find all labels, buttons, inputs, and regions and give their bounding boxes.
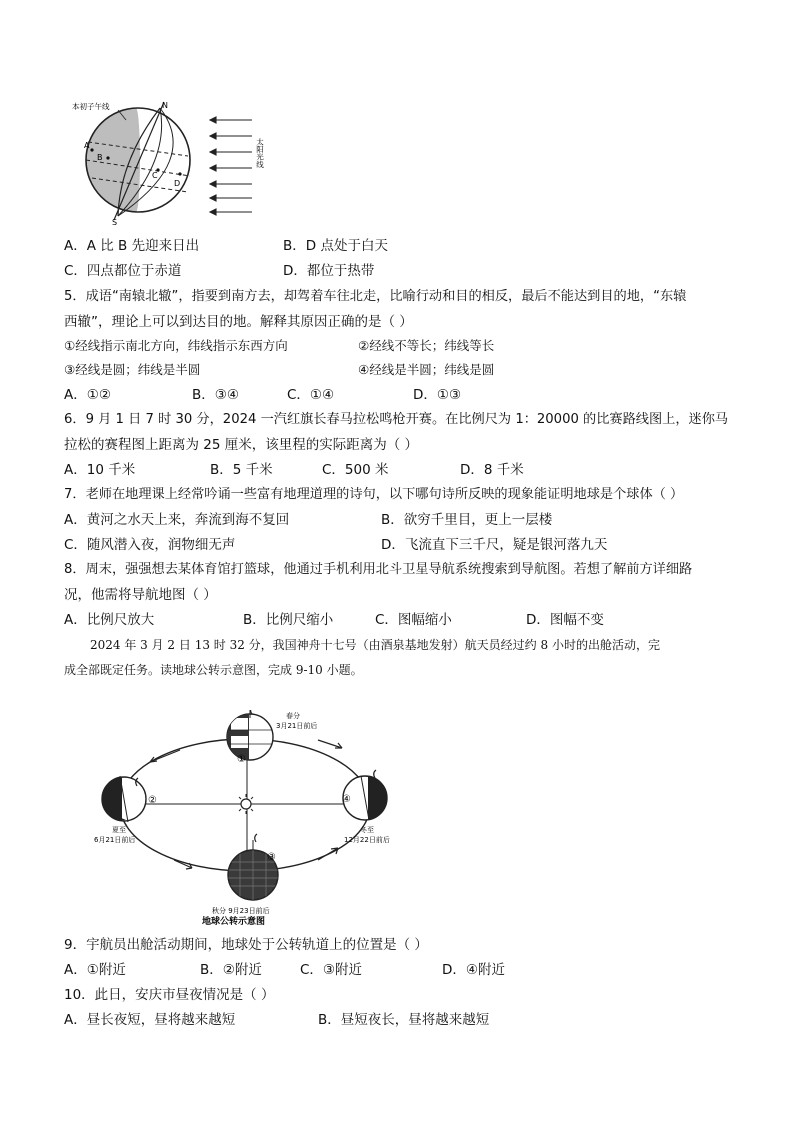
- intro-line1: 2024 年 3 月 2 日 13 时 32 分，我国神舟十七号（由酒泉基地发射）航天员经过约 8 小时的出舱活动，完: [90, 638, 660, 652]
- label-a: A: [84, 141, 90, 150]
- q4-option-d[interactable]: D．都位于热带: [283, 263, 375, 279]
- q4-option-c[interactable]: C．四点都位于赤道: [64, 263, 182, 279]
- earth-revolution-figure: [90, 710, 420, 925]
- q5-option-d[interactable]: D．①③: [413, 387, 462, 403]
- q5-statement-3: ③经线是圆；纬线是半圆: [64, 362, 201, 377]
- label-d: D: [174, 179, 181, 188]
- q6-stem-line2: 拉松的赛程图上距离为 25 厘米，该里程的实际距离为（ ）: [64, 437, 419, 453]
- q7-option-c[interactable]: C．随风潜入夜，润物细无声: [64, 537, 236, 553]
- q9-option-a[interactable]: A．①附近: [64, 962, 126, 978]
- svg-text:②: ②: [148, 795, 157, 806]
- svg-text:③: ③: [267, 852, 276, 863]
- spring-label: 春分: [286, 712, 300, 720]
- winter-date: 12月22日前后: [344, 836, 390, 844]
- earth-summer-solstice: [102, 776, 157, 822]
- q10-option-b[interactable]: B．昼短夜长，昼将越来越短: [318, 1012, 490, 1028]
- globe-sunlight-figure: [70, 98, 280, 228]
- q7-option-b[interactable]: B．欲穷千里目，更上一层楼: [381, 512, 553, 528]
- q9-stem: 9．宇航员出舱活动期间，地球处于公转轨道上的位置是（ ）: [64, 937, 428, 953]
- svg-text:①: ①: [237, 754, 246, 765]
- q9-option-c[interactable]: C．③附近: [300, 962, 363, 978]
- label-b: B: [97, 153, 103, 162]
- q4-option-b[interactable]: B．D 点处于白天: [283, 238, 388, 254]
- q5-option-c[interactable]: C．①④: [287, 387, 335, 403]
- q10-option-a[interactable]: A．昼长夜短，昼将越来越短: [64, 1012, 236, 1028]
- earth-autumn-equinox: [228, 834, 278, 900]
- label-n: N: [162, 101, 168, 110]
- q6-stem-line1: 6．9 月 1 日 7 时 30 分，2024 一汽红旗长春马拉松鸣枪开赛。在比例尺为 1：20000 的比赛路线图上，迷你马: [64, 412, 729, 427]
- summer-date: 6月21日前后: [94, 836, 136, 844]
- q7-option-d[interactable]: D．飞流直下三千尺，疑是银河落九天: [381, 537, 608, 553]
- q9-option-d[interactable]: D．④附近: [442, 962, 505, 978]
- q8-option-b[interactable]: B．比例尺缩小: [243, 612, 334, 628]
- q5-statement-1: ①经线指示南北方向，纬线指示东西方向: [64, 338, 288, 353]
- q8-option-a[interactable]: A．比例尺放大: [64, 612, 155, 628]
- autumn-label: 秋分 9月23日前后: [212, 907, 270, 915]
- intro-line2: 成全部既定任务。读地球公转示意图，完成 9-10 小题。: [64, 663, 363, 677]
- sunlight-arrows: [210, 117, 252, 215]
- earth-spring-equinox: [227, 710, 273, 765]
- q5-statement-2: ②经线不等长；纬线等长: [358, 338, 495, 353]
- figure-caption: 地球公转示意图: [202, 917, 266, 925]
- q7-stem: 7．老师在地理课上经常吟诵一些富有地理道理的诗句，以下哪句诗所反映的现象能证明地球是个球体（ ）: [64, 487, 684, 502]
- label-s: S: [112, 218, 118, 227]
- q8-stem-line2: 况，他需将导航地图（ ）: [64, 587, 217, 603]
- label-c: C: [152, 171, 158, 180]
- q4-option-a[interactable]: A．A 比 B 先迎来日出: [64, 238, 200, 254]
- meridian-label: 本初子午线: [72, 102, 110, 111]
- q5-option-a[interactable]: A．①②: [64, 387, 111, 403]
- winter-label: 冬至: [360, 826, 374, 834]
- q8-stem-line1: 8．周末，强强想去某体育馆打篮球，他通过手机利用北斗卫星导航系统搜索到导航图。若想了解前方详细路: [64, 562, 693, 577]
- q5-option-b[interactable]: B．③④: [192, 387, 239, 403]
- sun-icon: [236, 794, 256, 814]
- sunlight-label: 太阳光线: [255, 138, 265, 168]
- q6-option-c[interactable]: C．500 米: [322, 462, 389, 478]
- q5-stem-line1: 5．成语“南辕北辙”，指要到南方去，却驾着车往北走，比喻行动和目的相反，最后不能达到目的地，“东辕: [64, 289, 687, 304]
- q10-stem: 10．此日，安庆市昼夜情况是（ ）: [64, 987, 275, 1003]
- q8-option-c[interactable]: C．图幅缩小: [375, 612, 452, 628]
- q6-option-a[interactable]: A．10 千米: [64, 462, 136, 478]
- earth-winter-solstice: [342, 770, 388, 820]
- summer-label: 夏至: [112, 826, 126, 834]
- q8-option-d[interactable]: D．图幅不变: [526, 612, 604, 628]
- q9-option-b[interactable]: B．②附近: [200, 962, 262, 978]
- q6-option-d[interactable]: D．8 千米: [460, 462, 524, 478]
- svg-text:④: ④: [342, 794, 351, 805]
- q5-statement-4: ④经线是半圆；纬线是圆: [358, 362, 495, 377]
- spring-date: 3月21日前后: [276, 722, 318, 730]
- q6-option-b[interactable]: B．5 千米: [210, 462, 273, 478]
- q5-stem-line2: 西辙”，理论上可以到达目的地。解释其原因正确的是（ ）: [64, 314, 413, 330]
- q7-option-a[interactable]: A．黄河之水天上来，奔流到海不复回: [64, 512, 290, 528]
